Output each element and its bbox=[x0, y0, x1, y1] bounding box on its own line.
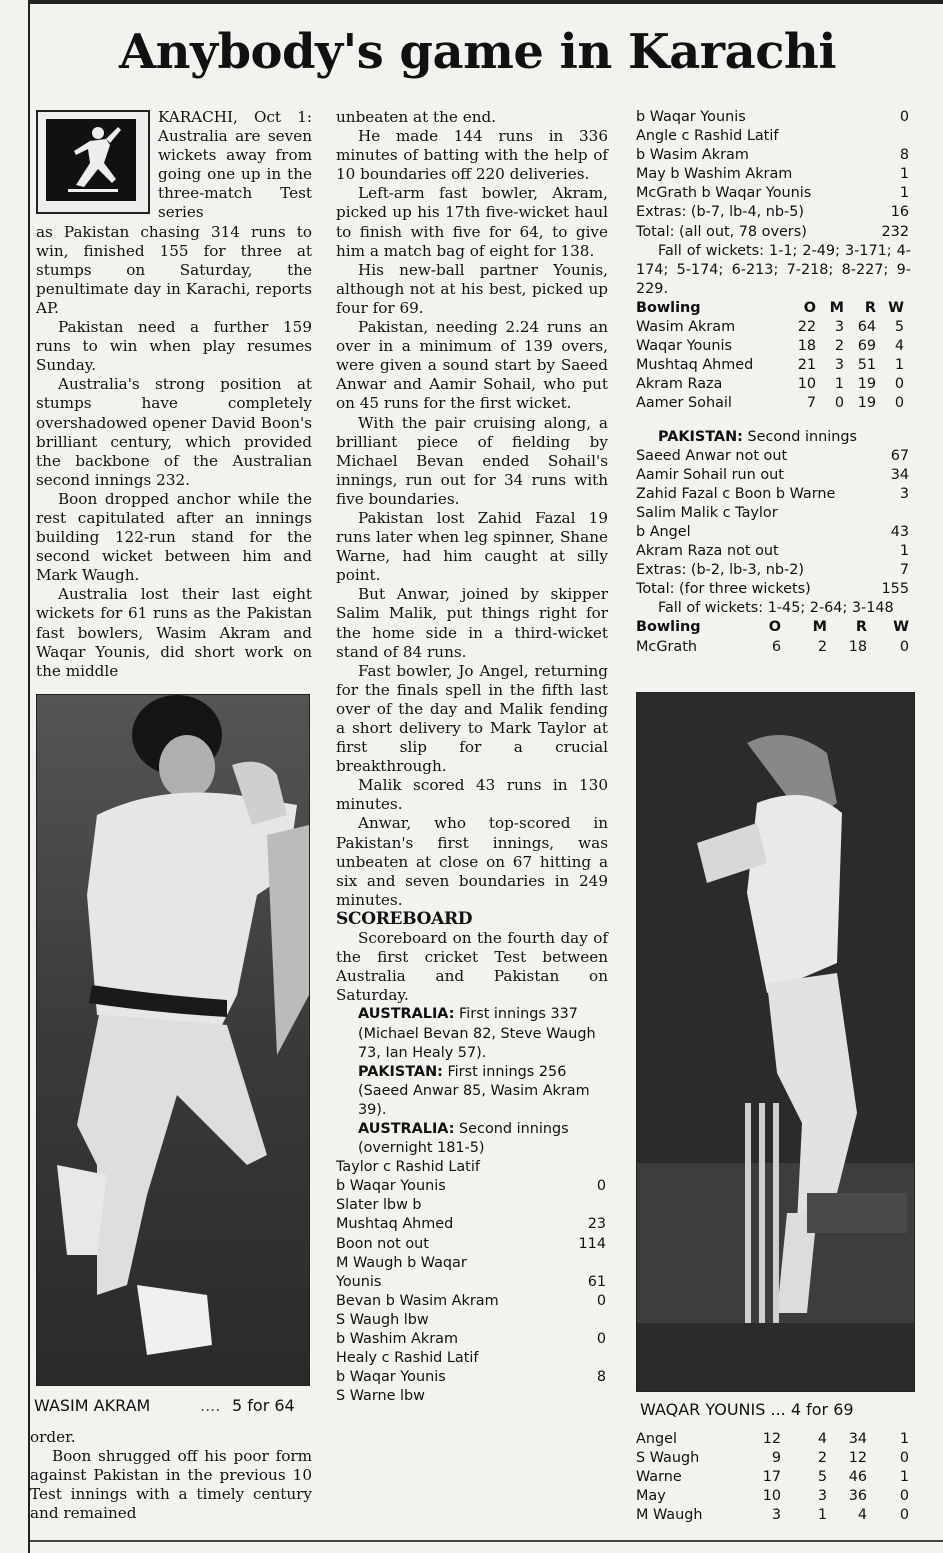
article-paragraph: Pakistan lost Zahid Fazal 19 runs later when leg spinner, Shane Warne, had him caught at silly point. bbox=[336, 508, 608, 585]
bowling-figure: 46 bbox=[848, 1469, 867, 1486]
batting-entry: Slater lbw b bbox=[336, 1197, 422, 1214]
batting-list bbox=[336, 1158, 608, 1406]
bowling-figure: 0 bbox=[899, 638, 909, 655]
bowling-figure: 17 bbox=[762, 1469, 781, 1486]
bowling-figure: 1 bbox=[817, 1507, 827, 1524]
bowling-table-australia bbox=[636, 618, 911, 656]
batting-runs bbox=[606, 1349, 608, 1368]
bowling-figure: 0 bbox=[899, 1450, 909, 1467]
scoreboard-intro: Scoreboard on the fourth day of the first cricket Test between Australia and Pakistan on Saturday. bbox=[336, 929, 608, 1005]
left-column-rule bbox=[28, 0, 30, 1553]
article-paragraph: But Anwar, joined by skipper Salim Malik, put things right for the home side in a third-wicket stand of 84 runs. bbox=[336, 585, 608, 661]
batting-row bbox=[336, 1387, 608, 1406]
team-label: AUSTRALIA: bbox=[358, 1006, 455, 1023]
bowling-figure: 1 bbox=[899, 1431, 909, 1447]
article-paragraph: His new-ball partner Younis, although not at his best, picked up four for 69. bbox=[336, 260, 608, 317]
headline: Anybody's game in Karachi bbox=[118, 24, 837, 80]
bowling-figure: 10 bbox=[762, 1488, 781, 1505]
batting-row bbox=[336, 1254, 608, 1273]
bowling-header-cell: M bbox=[812, 619, 827, 636]
bowling-figure: 6 bbox=[771, 638, 781, 655]
batting-row bbox=[636, 165, 911, 184]
batting-entry: McGrath b Waqar Younis bbox=[636, 185, 812, 202]
bowling-figure: 19 bbox=[857, 376, 876, 393]
batting-runs: 155 bbox=[881, 581, 909, 598]
batting-runs bbox=[909, 127, 911, 146]
bowling-figure: 64 bbox=[857, 319, 876, 336]
batting-row bbox=[336, 1368, 608, 1387]
wasim-akram-photo bbox=[36, 694, 310, 1386]
bowling-header-cell: W bbox=[888, 299, 904, 316]
batting-entry: May b Washim Akram bbox=[636, 166, 793, 183]
fall-of-wickets: Fall of wickets: 1-1; 2-49; 3-171; 4-174; 5-174; 6-213; 7-218; 8-227; 9-229. bbox=[636, 242, 911, 297]
article-column-1 bbox=[36, 108, 312, 681]
batting-entry: b Angel bbox=[636, 523, 691, 540]
batting-entry: b Washim Akram bbox=[336, 1331, 458, 1347]
batting-runs: 16 bbox=[890, 204, 909, 221]
innings-summary: First innings 337 (Michael Bevan 82, Steve Waugh 73, Ian Healy 57). bbox=[358, 1006, 596, 1061]
article-paragraph: Australia lost their last eight wickets for 61 runs as the Pakistan fast bowlers, Wasim Akram and Waqar Younis, did short work on the middle bbox=[36, 585, 312, 680]
batting-entry: Healy c Rashid Latif bbox=[336, 1350, 479, 1367]
article-column-2 bbox=[336, 108, 608, 1406]
batting-entry: S Warne lbw bbox=[336, 1388, 425, 1405]
waqar-younis-photo bbox=[636, 692, 915, 1392]
bowling-figure: 18 bbox=[848, 638, 867, 655]
photo-caption-waqar bbox=[640, 1400, 915, 1420]
bowling-figure: 4 bbox=[857, 1507, 867, 1524]
bowling-header-cell: R bbox=[855, 619, 867, 636]
batting-runs: 8 bbox=[899, 147, 909, 164]
bowler-name: Angel bbox=[636, 1431, 677, 1447]
bowling-table-australia-continued bbox=[636, 1430, 911, 1525]
batting-entry: Extras: (b-7, lb-4, nb-5) bbox=[636, 204, 805, 221]
batting-entry: b Wasim Akram bbox=[636, 147, 749, 164]
batting-entry: S Waugh lbw bbox=[336, 1311, 429, 1328]
batting-row bbox=[636, 523, 911, 542]
bowling-figure: 2 bbox=[817, 1450, 827, 1467]
article-lead: KARACHI, Oct 1: Australia are seven wickets away from going one up in the three-match Test series bbox=[158, 108, 312, 222]
batting-row bbox=[636, 127, 911, 146]
scoreboard-australia-first bbox=[336, 1005, 608, 1062]
bowling-figure: 3 bbox=[834, 319, 844, 336]
bowling-figure: 0 bbox=[834, 395, 844, 412]
batting-row bbox=[336, 1311, 608, 1330]
caption-name: WASIM AKRAM bbox=[34, 1396, 151, 1415]
scoreboard-pakistan-first bbox=[336, 1063, 608, 1120]
bowling-header-cell: O bbox=[768, 619, 781, 636]
batting-row bbox=[336, 1330, 608, 1349]
bowler-name: May bbox=[636, 1488, 666, 1505]
bowling-header-cell: W bbox=[893, 619, 909, 636]
batting-entry: Salim Malik c Taylor bbox=[636, 504, 778, 521]
bowling-figure: 51 bbox=[857, 357, 876, 374]
bowler-name: McGrath bbox=[636, 638, 697, 655]
team-label: AUSTRALIA: bbox=[358, 1120, 455, 1137]
bowling-figure: 5 bbox=[894, 319, 904, 336]
bowling-figure: 3 bbox=[771, 1507, 781, 1524]
batting-runs bbox=[606, 1196, 608, 1215]
article-paragraph: He made 144 runs in 336 minutes of batting with the help of 10 boundaries off 220 deliveries. bbox=[336, 127, 608, 184]
article-paragraph: Pakistan, needing 2.24 runs an over in a minimum of 139 overs, were given a sound start by Saeed Anwar and Aamir Sohail, who put on 45 runs for the first wicket. bbox=[336, 318, 608, 413]
batting-row bbox=[636, 146, 911, 165]
batting-runs: 61 bbox=[587, 1273, 606, 1290]
batting-entry: Zahid Fazal c Boon b Warne bbox=[636, 485, 836, 502]
article-paragraph: Left-arm fast bowler, Akram, picked up his 17th five-wicket haul to finish with five for 64, to give him a match bag of eight for 138. bbox=[336, 184, 608, 260]
bowling-table-pakistan bbox=[636, 299, 911, 414]
batting-runs: 0 bbox=[899, 109, 909, 125]
bowling-figure: 2 bbox=[817, 638, 827, 655]
batting-row bbox=[636, 504, 911, 523]
batting-row bbox=[636, 561, 911, 580]
bowler-name: Mushtaq Ahmed bbox=[636, 357, 754, 374]
batting-runs: 232 bbox=[881, 223, 909, 240]
batting-entry: Akram Raza not out bbox=[636, 543, 779, 560]
batting-runs: 43 bbox=[890, 523, 909, 540]
bowler-name: Wasim Akram bbox=[636, 319, 736, 336]
bowling-header-cell: Bowling bbox=[636, 299, 701, 316]
batting-runs bbox=[606, 1311, 608, 1330]
batting-runs: 0 bbox=[596, 1178, 606, 1195]
bowling-figure: 0 bbox=[894, 376, 904, 393]
batting-entry: Angle c Rashid Latif bbox=[636, 128, 779, 145]
batting-entry: b Waqar Younis bbox=[636, 109, 746, 125]
batting-entry: Younis bbox=[336, 1273, 382, 1290]
bowling-figure: 5 bbox=[817, 1469, 827, 1486]
batting-row bbox=[336, 1196, 608, 1215]
bowling-figure: 4 bbox=[894, 338, 904, 355]
batting-entry: M Waugh b Waqar bbox=[336, 1254, 467, 1271]
batting-entry: Bevan b Wasim Akram bbox=[336, 1292, 499, 1309]
bottom-rule bbox=[30, 1540, 943, 1542]
batting-row bbox=[636, 223, 911, 242]
bowling-header-cell: M bbox=[829, 299, 844, 316]
batting-entry: Aamir Sohail run out bbox=[636, 466, 784, 483]
team-label: PAKISTAN: bbox=[658, 428, 743, 445]
innings-summary: Second innings bbox=[747, 428, 857, 445]
batting-runs: 0 bbox=[596, 1331, 606, 1347]
bowling-figure: 21 bbox=[797, 357, 816, 374]
batting-row bbox=[636, 542, 911, 561]
caption-name: WAQAR YOUNIS bbox=[640, 1400, 766, 1419]
batting-entry: Boon not out bbox=[336, 1235, 429, 1252]
batting-entry: b Waqar Younis bbox=[336, 1369, 446, 1386]
bowler-name: M Waugh bbox=[636, 1507, 703, 1524]
batting-row bbox=[636, 184, 911, 203]
article-paragraph: With the pair cruising along, a brilliant piece of fielding by Michael Bevan ended Sohail's innings, run out for 34 runs with five boundaries. bbox=[336, 413, 608, 508]
bowling-figure: 12 bbox=[848, 1450, 867, 1467]
article-paragraph: Boon shrugged off his poor form against Pakistan in the previous 10 Test innings with a timely century and remained bbox=[30, 1447, 312, 1523]
photo-caption-wasim bbox=[34, 1396, 312, 1416]
batting-runs bbox=[606, 1254, 608, 1273]
batting-row bbox=[636, 108, 911, 127]
article-column-1-continued bbox=[30, 1428, 312, 1523]
bowling-figure: 1 bbox=[834, 376, 844, 393]
top-rule bbox=[30, 0, 943, 4]
bowling-header-cell: R bbox=[864, 299, 876, 316]
caption-dots: .... bbox=[200, 1396, 221, 1415]
batting-runs: 3 bbox=[899, 485, 909, 502]
batting-list bbox=[636, 108, 911, 242]
batting-runs: 1 bbox=[899, 543, 909, 560]
batting-runs: 1 bbox=[899, 185, 909, 202]
bowling-figure: 34 bbox=[848, 1431, 867, 1447]
batting-row bbox=[336, 1158, 608, 1177]
bowling-figure: 22 bbox=[797, 319, 816, 336]
batting-runs: 1 bbox=[899, 166, 909, 183]
bowling-figure: 69 bbox=[857, 338, 876, 355]
bowling-figure: 0 bbox=[899, 1488, 909, 1505]
batting-row bbox=[636, 203, 911, 222]
bowling-header-cell: Bowling bbox=[636, 619, 701, 636]
batting-row bbox=[336, 1349, 608, 1368]
batting-entry: b Waqar Younis bbox=[336, 1178, 446, 1195]
bowling-figure: 4 bbox=[817, 1431, 827, 1447]
bowling-figure: 9 bbox=[771, 1450, 781, 1467]
bowling-figure: 19 bbox=[857, 395, 876, 412]
bowling-figure: 12 bbox=[762, 1431, 781, 1447]
bowling-figure: 1 bbox=[899, 1469, 909, 1486]
bowling-figure: 36 bbox=[848, 1488, 867, 1505]
innings-summary: First innings 256 (Saeed Anwar 85, Wasim Akram 39). bbox=[358, 1063, 590, 1118]
fall-of-wickets: Fall of wickets: 1-45; 2-64; 3-148 bbox=[658, 600, 894, 617]
scoreboard-heading: SCOREBOARD bbox=[336, 908, 473, 929]
article-paragraph: Boon dropped anchor while the rest capitulated after an innings building 122-run stand for the second wicket between him and Mark Waugh. bbox=[36, 489, 312, 585]
batting-runs: 7 bbox=[899, 562, 909, 579]
caption-figures: ... 4 for 69 bbox=[770, 1400, 854, 1419]
batting-entry: Total: (for three wickets) bbox=[636, 581, 811, 598]
article-paragraph: Australia's strong position at stumps have completely overshadowed opener David Boon's brilliant century, which provided the backbone of the Australian second innings 232. bbox=[36, 375, 312, 489]
bowling-header-cell: O bbox=[803, 299, 816, 316]
bowling-figure: 3 bbox=[817, 1488, 827, 1505]
batting-row bbox=[636, 447, 911, 466]
article-paragraph: Pakistan need a further 159 runs to win when play resumes Sunday. bbox=[36, 318, 312, 375]
article-paragraph: order. bbox=[30, 1428, 76, 1446]
batting-row bbox=[336, 1292, 608, 1311]
bowler-name: Akram Raza bbox=[636, 376, 723, 393]
batting-runs bbox=[909, 504, 911, 523]
innings-summary: Second innings (overnight 181-5) bbox=[358, 1120, 569, 1157]
batting-entry: Total: (all out, 78 overs) bbox=[636, 223, 807, 240]
bowler-name: Warne bbox=[636, 1469, 682, 1486]
batting-runs: 67 bbox=[890, 447, 909, 464]
bowler-name: Waqar Younis bbox=[636, 338, 732, 355]
caption-figures: 5 for 64 bbox=[232, 1396, 295, 1415]
scoreboard-australia-second bbox=[336, 1120, 608, 1406]
article-paragraph: Anwar, who top-scored in Pakistan's first innings, was unbeaten at close on 67 hitting a six and seven boundaries in 249 minutes. bbox=[336, 814, 608, 909]
batting-row bbox=[636, 485, 911, 504]
batting-row bbox=[636, 580, 911, 599]
batting-runs: 114 bbox=[578, 1235, 606, 1252]
batting-runs: 23 bbox=[587, 1216, 606, 1233]
batting-entry: Saeed Anwar not out bbox=[636, 447, 788, 464]
batting-entry: Mushtaq Ahmed bbox=[336, 1216, 454, 1233]
batting-row bbox=[636, 466, 911, 485]
batting-runs: 34 bbox=[890, 466, 909, 483]
bowling-figure: 2 bbox=[834, 338, 844, 355]
batting-runs bbox=[606, 1158, 608, 1177]
batting-list bbox=[636, 447, 911, 600]
article-paragraph: Fast bowler, Jo Angel, returning for the finals spell in the fifth last over of the day and Malik fending a short delivery to Mark Taylor at first slip for a crucial breakthrough. bbox=[336, 661, 608, 776]
batting-entry: Taylor c Rashid Latif bbox=[336, 1159, 480, 1176]
batting-row bbox=[336, 1177, 608, 1196]
article-lead-rest: as Pakistan chasing 314 runs to win, finished 155 for three at stumps on Saturday, the penultimate day in Karachi, reports AP. bbox=[36, 222, 312, 317]
bowling-figure: 18 bbox=[797, 338, 816, 355]
batting-runs bbox=[606, 1387, 608, 1406]
bowler-name: S Waugh bbox=[636, 1450, 700, 1467]
batting-row bbox=[336, 1235, 608, 1254]
bowling-figure: 3 bbox=[834, 357, 844, 374]
bowling-figure: 0 bbox=[899, 1507, 909, 1524]
team-label: PAKISTAN: bbox=[358, 1063, 443, 1080]
scoreboard-column-3 bbox=[636, 108, 911, 657]
batting-runs: 0 bbox=[596, 1292, 606, 1309]
batting-row bbox=[336, 1215, 608, 1234]
bowling-figure: 10 bbox=[797, 376, 816, 393]
bowler-name: Aamer Sohail bbox=[636, 395, 732, 412]
bowling-figure: 1 bbox=[894, 357, 904, 374]
article-paragraph: Malik scored 43 runs in 130 minutes. bbox=[336, 776, 608, 814]
batting-runs: 8 bbox=[596, 1369, 606, 1386]
bowling-figure: 0 bbox=[894, 395, 904, 412]
batting-entry: Extras: (b-2, lb-3, nb-2) bbox=[636, 562, 805, 579]
article-paragraph: unbeaten at the end. bbox=[336, 108, 497, 126]
bowling-figure: 7 bbox=[806, 395, 816, 412]
batting-row bbox=[336, 1273, 608, 1292]
